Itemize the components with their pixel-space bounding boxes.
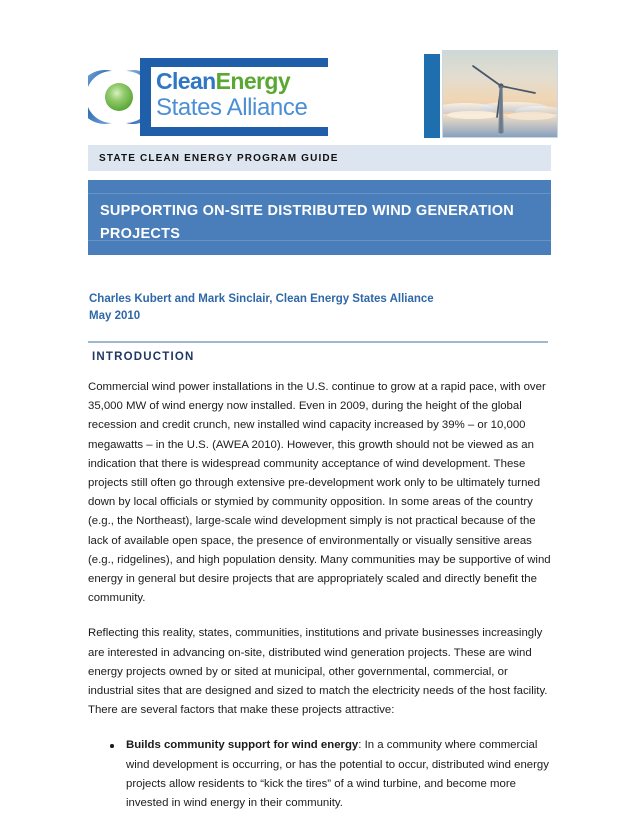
csea-wordmark <box>140 58 328 136</box>
document-title: SUPPORTING ON-SITE DISTRIBUTED WIND GENERATION PROJECTS <box>100 203 515 242</box>
wordmark-side-bar <box>140 58 151 136</box>
introduction-section-header <box>88 341 548 363</box>
program-guide-label: STATE CLEAN ENERGY PROGRAM GUIDE <box>99 152 339 164</box>
document-title-block <box>88 180 551 255</box>
program-guide-banner <box>88 145 551 171</box>
wordmark-top-bar <box>150 58 328 67</box>
header-photo-block <box>424 50 558 138</box>
wordmark-line-1 <box>156 68 290 94</box>
wordmark-line-2: States Alliance <box>156 94 308 121</box>
byline <box>89 291 529 325</box>
bullet-text: : In a community where commercial wind development is occurring, or has the potential to occur, distributed wind energy projects allow residents to “kick the tires” of a wind turbine, and become more invested in wind energy in their community. <box>126 739 549 810</box>
list-item <box>88 736 554 813</box>
byline-date: May 2010 <box>89 310 141 322</box>
paragraph-2: Reflecting this reality, states, communities, institutions and private businesses increasingly are interested in advancing on-site, distributed wind generation projects. These are wind energy projects owned by or sited at municipal, other governmental, commercial, or industrial sites that are designed and sized to match the electricity needs of the host facility. There are several factors that make these projects attractive: <box>88 627 548 717</box>
title-divider-top <box>88 193 551 194</box>
wordmark-clean: Clean <box>156 68 216 94</box>
csea-logo <box>88 58 328 136</box>
photo-blue-edge-bar <box>424 54 440 138</box>
bullet-dot-icon <box>110 744 114 748</box>
wordmark-bottom-bar <box>150 127 328 136</box>
section-rule <box>88 341 548 343</box>
bullet-lead-in: Builds community support for wind energy <box>126 739 359 752</box>
document-masthead <box>0 0 640 148</box>
attractive-factors-list <box>88 736 554 813</box>
section-heading: INTRODUCTION <box>92 351 195 363</box>
wind-turbine-sunset-photo <box>442 50 558 138</box>
paragraph-1: Commercial wind power installations in the U.S. continue to grow at a rapid pace, with over 35,000 MW of wind energy now installed. Even in 2009, during the height of the global recession and credit crunch, new installed wind capacity increased by 39% – or 10,000 megawatts – in the U.S. (AWEA 2010). However, this growth should not be viewed as an indication that there is widespread community acceptance of wind development. These projects still often go through extensive pre-development work only to be ultimately turned down by local officials or stymied by community opposition. In some areas of the country (e.g., the Northeast), large-scale wind development simply is not practical because of the lack of available open space, the presence of environmentally or visually sensitive areas (e.g., ridgelines), and high population density. Many communities may be supportive of wind energy in general but desire projects that are appropriately scaled and directly benefit the community. <box>88 381 551 605</box>
byline-authors: Charles Kubert and Mark Sinclair, Clean Energy States Alliance <box>89 293 434 305</box>
introduction-body <box>88 378 554 825</box>
wordmark-energy: Energy <box>215 68 291 94</box>
